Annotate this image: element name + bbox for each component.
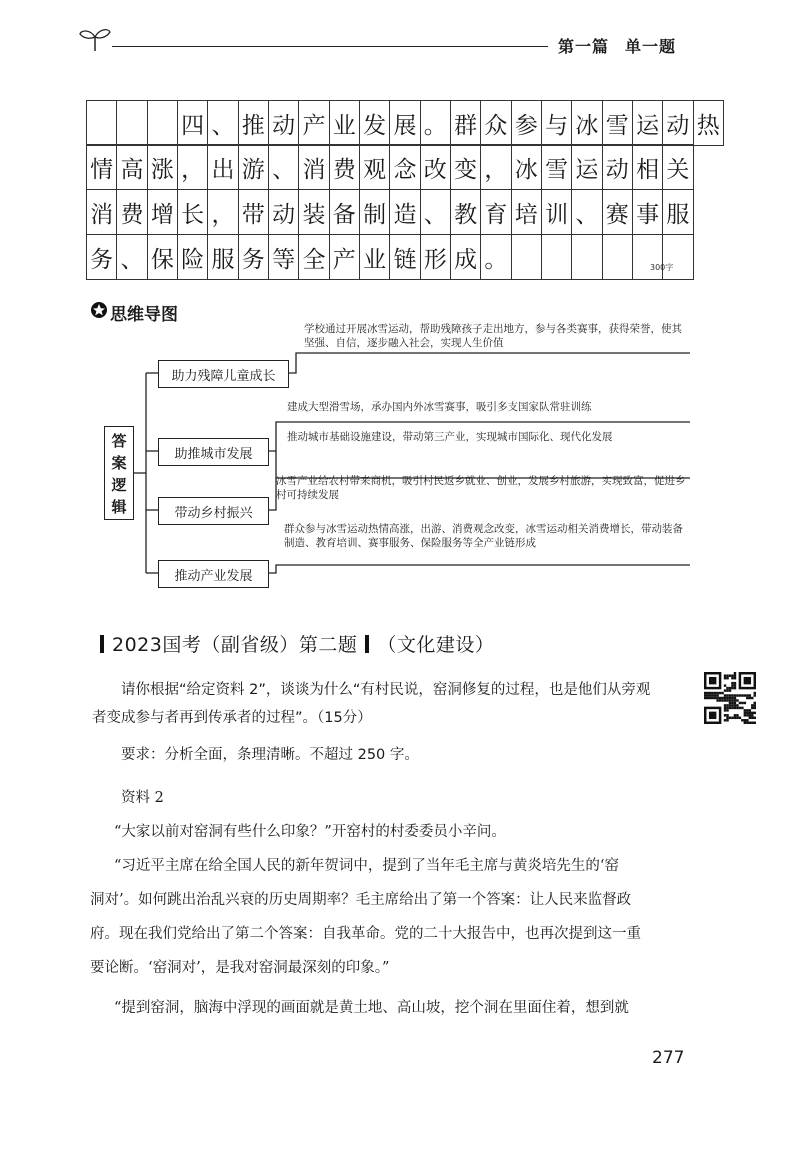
mindmap-title: 思维导图 — [110, 305, 178, 325]
essay-cell: 教 — [450, 189, 481, 235]
qr-module — [734, 684, 736, 686]
essay-cell: 等 — [268, 234, 299, 280]
qr-module — [744, 722, 746, 724]
essay-cell: 务 — [86, 234, 117, 280]
qr-module — [724, 699, 726, 701]
material-p3: “提到窑洞，脑海中浮现的画面就是黄土地、高山坡，挖个洞在里面住着，想到就 — [114, 1000, 629, 1016]
qr-module — [751, 717, 753, 719]
qr-module — [754, 702, 756, 704]
qr-module — [726, 697, 728, 699]
essay-cell: 育 — [480, 189, 511, 235]
qr-module — [726, 714, 728, 716]
material-p1: “大家以前对窑洞有些什么印象？”开窑村的村委委员小辛问。 — [114, 824, 506, 840]
qr-module — [724, 709, 726, 711]
essay-cell: 雪 — [541, 144, 572, 190]
essay-cell: 。 — [480, 234, 511, 280]
essay-cell: 动 — [602, 144, 633, 190]
qr-module — [721, 697, 723, 699]
qr-module — [734, 699, 736, 701]
essay-cell: 雪 — [602, 100, 633, 146]
qr-module — [736, 714, 738, 716]
essay-cell: 高 — [116, 144, 147, 190]
qr-module — [731, 717, 733, 719]
essay-cell: ， — [207, 189, 238, 235]
branch-4-desc: 群众参与冰雪运动热情高涨，出游、消费观念改变，冰雪运动相关消费增长，带动装备制造、教育培训、赛事服务、保险服务等全产业链形成 — [284, 523, 683, 549]
qr-module — [729, 704, 731, 706]
qr-module — [729, 694, 731, 696]
essay-cell: 训 — [541, 189, 572, 235]
essay-cell: 出 — [207, 144, 238, 190]
essay-cell: 运 — [571, 144, 602, 190]
essay-cell: 业 — [329, 100, 360, 146]
essay-cell: 冰 — [511, 144, 542, 190]
qr-module — [714, 697, 716, 699]
qr-module — [709, 692, 711, 694]
root-char-4: 辑 — [111, 497, 127, 516]
word-count: 300字 — [650, 263, 674, 272]
qr-module — [731, 702, 733, 704]
qr-module — [746, 719, 748, 721]
qr-module — [751, 722, 753, 724]
essay-cell: 相 — [632, 144, 663, 190]
qr-module — [734, 714, 736, 716]
qr-module — [716, 694, 718, 696]
essay-cell: 、 — [571, 189, 602, 235]
qr-module — [746, 722, 748, 724]
qr-module — [749, 712, 751, 714]
qr-code[interactable] — [704, 672, 756, 724]
qr-module — [706, 694, 708, 696]
essay-cell: 长 — [177, 189, 208, 235]
essay-cell: 形 — [420, 234, 451, 280]
qr-module — [731, 694, 733, 696]
qr-module — [754, 712, 756, 714]
qr-module — [731, 684, 733, 686]
essay-cell: 、 — [207, 100, 238, 146]
essay-cell: 改 — [420, 144, 451, 190]
essay-cell: 业 — [359, 234, 390, 280]
essay-cell: 念 — [389, 144, 420, 190]
qr-module — [726, 717, 728, 719]
qr-module — [746, 697, 748, 699]
header-section: 单一题 — [625, 37, 677, 56]
essay-cell: 与 — [541, 100, 572, 146]
qr-module — [724, 714, 726, 716]
essay-cell: 造 — [389, 189, 420, 235]
qr-module — [729, 699, 731, 701]
essay-cell: 培 — [511, 189, 542, 235]
qr-module — [709, 712, 716, 719]
essay-cell: 众 — [480, 100, 511, 146]
essay-cell: 动 — [268, 189, 299, 235]
qr-module — [746, 709, 748, 711]
material-p2-l3: 府。现在我们党给出了第二个答案：自我革命。党的二十大报告中，也再次提到这一重 — [90, 926, 641, 942]
qr-module — [724, 704, 726, 706]
qr-module — [736, 707, 738, 709]
qr-module — [734, 672, 736, 674]
qr-module — [754, 722, 756, 724]
qr-module — [729, 717, 731, 719]
qr-module — [734, 694, 736, 696]
essay-cell: 展 — [389, 100, 420, 146]
qr-module — [734, 707, 736, 709]
qr-module — [716, 699, 718, 701]
qr-module — [744, 709, 746, 711]
qr-module — [726, 677, 728, 679]
qr-module — [731, 697, 733, 699]
heading-bar-left — [100, 635, 104, 653]
qr-module — [751, 707, 753, 709]
qr-module — [724, 719, 726, 721]
qr-module — [734, 674, 736, 676]
essay-cell: 动 — [662, 100, 693, 146]
qr-module — [729, 689, 731, 691]
qr-module — [746, 694, 748, 696]
essay-cell: 产 — [298, 100, 329, 146]
qr-module — [734, 717, 736, 719]
material-p2-l2: 洞对’。如何跳出治乱兴衰的历史周期率？毛主席给出了第一个答案：让人民来监督政 — [90, 892, 632, 908]
qr-module — [744, 712, 746, 714]
heading-bar-right — [365, 635, 369, 653]
root-char-3: 逻 — [111, 475, 127, 494]
qr-module — [754, 692, 756, 694]
essay-cell: 关 — [662, 144, 693, 190]
qr-module — [724, 677, 726, 679]
qr-module — [726, 704, 728, 706]
essay-cell: ， — [480, 144, 511, 190]
qr-module — [741, 719, 743, 721]
qr-module — [711, 692, 713, 694]
essay-cell: 事 — [632, 189, 663, 235]
qr-module — [739, 717, 741, 719]
qr-module — [746, 712, 748, 714]
qr-module — [736, 694, 738, 696]
material-label: 资料 2 — [121, 790, 164, 806]
qr-module — [731, 699, 733, 701]
qr-module — [704, 692, 706, 694]
qr-module — [754, 707, 756, 709]
qr-module — [734, 697, 736, 699]
qr-module — [726, 699, 728, 701]
qr-module — [721, 699, 723, 701]
essay-cell: 涨 — [147, 144, 178, 190]
qr-module — [731, 674, 733, 676]
qr-module — [734, 682, 736, 684]
qr-module — [749, 722, 751, 724]
header-part: 第一篇 — [558, 37, 610, 56]
essay-cell: 情 — [86, 144, 117, 190]
root-char-2: 案 — [111, 453, 127, 472]
qr-module — [724, 684, 726, 686]
qr-module — [754, 717, 756, 719]
qr-module — [726, 694, 728, 696]
qr-module — [726, 719, 728, 721]
essay-cell: 变 — [450, 144, 481, 190]
qr-module — [709, 697, 711, 699]
essay-cell: ， — [177, 144, 208, 190]
essay-cell: 游 — [238, 144, 269, 190]
qr-module — [711, 694, 713, 696]
qr-module — [726, 687, 728, 689]
qr-module — [731, 682, 733, 684]
qr-module — [746, 714, 748, 716]
qr-module — [734, 702, 736, 704]
qr-module — [704, 694, 706, 696]
essay-cell: 产 — [329, 234, 360, 280]
qr-module — [744, 719, 746, 721]
qr-module — [729, 697, 731, 699]
qr-module — [734, 677, 736, 679]
qr-module — [706, 697, 708, 699]
essay-cell: 增 — [147, 189, 178, 235]
qr-module — [724, 697, 726, 699]
qr-module — [716, 697, 718, 699]
qr-module — [724, 689, 726, 691]
qr-module — [731, 707, 733, 709]
branch-1-desc: 学校通过开展冰雪运动，帮助残障孩子走出地方，参与各类赛事，获得荣誉，使其坚强、自信，逐步融入社会，实现人生价值 — [304, 323, 682, 349]
prompt-line-2: 者变成参与者再到传承者的过程”。（15分） — [92, 710, 372, 726]
qr-module — [726, 709, 728, 711]
qr-module — [714, 694, 716, 696]
qr-module — [719, 692, 721, 694]
branch-4-label: 推动产业发展 — [158, 560, 269, 588]
requirement: 要求：分析全面，条理清晰。不超过 250 字。 — [121, 747, 419, 763]
qr-module — [751, 714, 753, 716]
branch-2-desc-bottom: 推动城市基础设施建设，带动第三产业，实现城市国际化、现代化发展 — [287, 431, 613, 443]
qr-module — [719, 697, 721, 699]
material-p2-l4: 要论断。‘窑洞对’，是我对窑洞最深刻的印象。” — [90, 960, 390, 976]
essay-cell: 务 — [238, 234, 269, 280]
branch-3-desc: 冰雪产业给农村带来商机，吸引村民返乡就业、创业，发展乡村旅游，实现致富，促进乡村可持续发展 — [276, 475, 686, 501]
qr-module — [731, 687, 733, 689]
qr-module — [729, 674, 731, 676]
essay-cell: 成 — [450, 234, 481, 280]
essay-cell: 推 — [238, 100, 269, 146]
essay-cell: 费 — [329, 144, 360, 190]
essay-cell: 动 — [268, 100, 299, 146]
qr-module — [726, 689, 728, 691]
qr-module — [741, 694, 743, 696]
qr-module — [734, 704, 736, 706]
qr-module — [736, 699, 738, 701]
qr-module — [719, 699, 721, 701]
qr-module — [714, 692, 716, 694]
qr-module — [739, 707, 741, 709]
branch-2-desc-top: 建成大型滑雪场，承办国内外冰雪赛事，吸引多支国家队常驻训练 — [287, 401, 592, 413]
qr-module — [721, 692, 723, 694]
qr-module — [751, 704, 753, 706]
question-title: 2023国考（副省级）第二题 — [112, 634, 358, 656]
qr-module — [736, 717, 738, 719]
essay-cell: 四 — [177, 100, 208, 146]
qr-module — [749, 709, 751, 711]
qr-module — [751, 697, 753, 699]
essay-cell: 、 — [268, 144, 299, 190]
essay-cell: 险 — [177, 234, 208, 280]
qr-module — [736, 704, 738, 706]
essay-cell: 发 — [359, 100, 390, 146]
qr-module — [704, 697, 706, 699]
qr-module — [716, 692, 718, 694]
qr-module — [749, 697, 751, 699]
mindmap-root — [104, 426, 134, 520]
qr-module — [744, 714, 746, 716]
qr-module — [729, 707, 731, 709]
essay-cell: 服 — [207, 234, 238, 280]
qr-module — [749, 717, 751, 719]
essay-cell: 赛 — [602, 189, 633, 235]
essay-cell: 带 — [238, 189, 269, 235]
essay-cell: 参 — [511, 100, 542, 146]
essay-cell: 费 — [116, 189, 147, 235]
essay-cell: 。 — [420, 100, 451, 146]
branch-2-label: 助推城市发展 — [158, 438, 269, 466]
qr-module — [729, 702, 731, 704]
material-p2-l1: “习近平主席在给全国人民的新年贺词中，提到了当年毛主席与黄炎培先生的‘窑 — [114, 858, 620, 874]
essay-cell: 装 — [298, 189, 329, 235]
prompt-line-1: 请你根据“给定资料 2”，谈谈为什么“有村民说，窑洞修复的过程，也是他们从旁观 — [121, 682, 651, 698]
qr-module — [749, 714, 751, 716]
qr-module — [724, 674, 726, 676]
qr-module — [751, 712, 753, 714]
qr-module — [744, 677, 751, 684]
essay-cell: 备 — [329, 189, 360, 235]
qr-module — [706, 692, 708, 694]
qr-module — [754, 704, 756, 706]
question-heading — [92, 630, 494, 657]
essay-cell: 保 — [147, 234, 178, 280]
qr-module — [749, 694, 751, 696]
essay-cell: 全 — [298, 234, 329, 280]
qr-module — [726, 707, 728, 709]
qr-module — [731, 677, 733, 679]
page-number: 277 — [652, 1048, 685, 1068]
essay-cell: 链 — [389, 234, 420, 280]
qr-module — [724, 707, 726, 709]
qr-module — [739, 702, 741, 704]
qr-module — [734, 687, 736, 689]
essay-cell: 运 — [632, 100, 663, 146]
branch-1-label: 助力残障儿童成长 — [158, 360, 289, 388]
essay-cell: 、 — [420, 189, 451, 235]
essay-cell: 观 — [359, 144, 390, 190]
qr-module — [724, 694, 726, 696]
qr-module — [744, 702, 746, 704]
qr-module — [709, 694, 711, 696]
qr-module — [741, 707, 743, 709]
qr-module — [729, 687, 731, 689]
qr-module — [754, 694, 756, 696]
branch-3-label: 带动乡村振兴 — [158, 497, 269, 525]
qr-module — [741, 702, 743, 704]
essay-cell: 消 — [86, 189, 117, 235]
qr-module — [744, 694, 746, 696]
qr-module — [709, 677, 716, 684]
essay-cell: 制 — [359, 189, 390, 235]
essay-cell: 群 — [450, 100, 481, 146]
essay-cell: 消 — [298, 144, 329, 190]
question-subtitle: （文化建设） — [377, 634, 495, 656]
essay-cell: 、 — [116, 234, 147, 280]
essay-cell: 冰 — [571, 100, 602, 146]
qr-module — [739, 694, 741, 696]
essay-cell: 热 — [693, 100, 724, 146]
essay-cell: 服 — [662, 189, 693, 235]
qr-module — [726, 674, 728, 676]
qr-module — [711, 697, 713, 699]
root-char-1: 答 — [111, 431, 127, 450]
qr-module — [731, 704, 733, 706]
